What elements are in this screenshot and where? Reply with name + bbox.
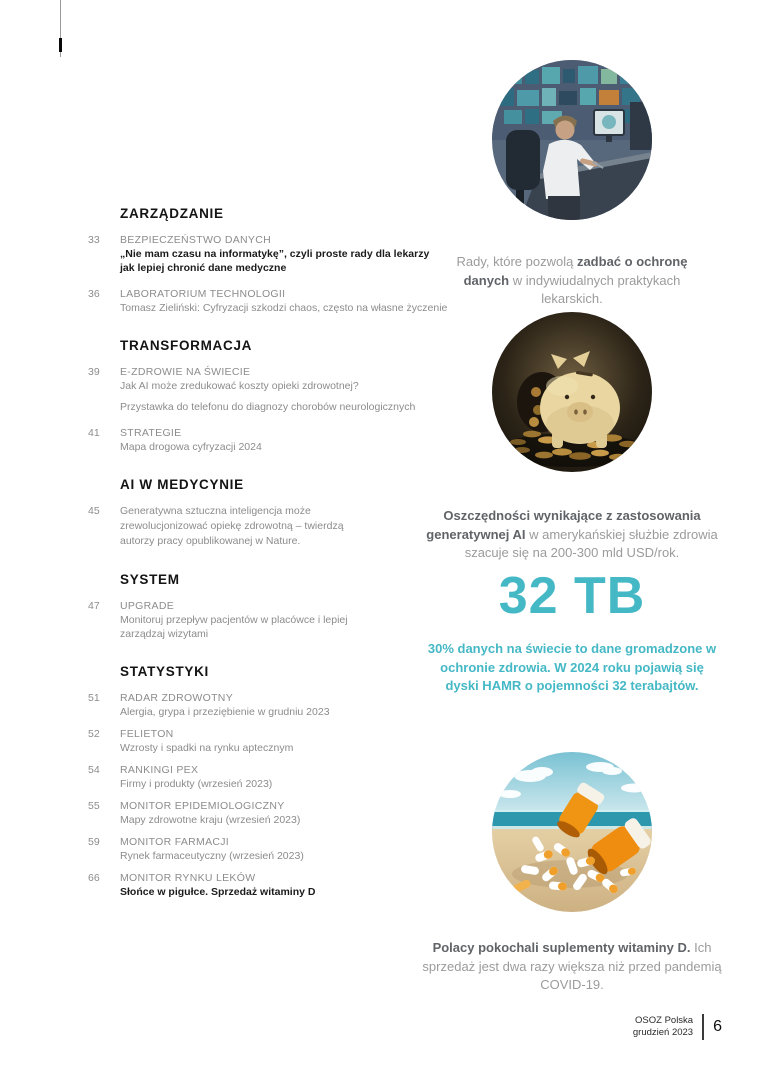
caption-bold: Oszczędności wynikające z zastosowania generatywnej AI: [426, 508, 701, 542]
entry-title: MONITOR FARMACJI: [120, 836, 230, 848]
toc-entry-55: [88, 799, 433, 827]
toc-entry-54: [88, 763, 433, 791]
snout: [567, 402, 593, 422]
entry-title: E-ZDROWIE NA ŚWIECIE: [120, 366, 251, 378]
toc-entry-47: [88, 599, 433, 641]
pills-beach-illustration: [492, 752, 652, 912]
caption-ai-savings: [422, 507, 722, 563]
footer-separator: [702, 1014, 704, 1040]
table-of-contents: [88, 200, 448, 907]
stat-32tb-description: 30% danych na świecie to dane gromadzone w ochronie zdrowia. W 2024 roku pojawią się dyski HAMR o pojemności 32 terabajtów.: [427, 641, 717, 693]
caption-data-protection: [432, 253, 712, 309]
entry-page-number: 36: [88, 288, 100, 300]
entry-subtitle: „Nie mam czasu na informatykę”, czyli proste rady dla lekarzy jak lepiej chronić dane medyczne: [120, 248, 430, 274]
entry-page-number: 52: [88, 728, 100, 740]
entry-subtitle: Jak AI może zredukować koszty opieki zdrowotnej?: [120, 380, 359, 392]
side-monitor: [630, 102, 652, 150]
piggy-bank-illustration: [492, 312, 652, 472]
toc-entry-41: [88, 426, 433, 454]
head: [556, 121, 575, 140]
entry-subtitle-2: Przystawka do telefonu do diagnozy chorobów neurologicznych: [120, 401, 416, 413]
section-heading-transformacja: TRANSFORMACJA: [120, 338, 253, 353]
toc-entry-52: [88, 727, 433, 755]
section-heading-statystyki: STATYSTYKI: [120, 664, 210, 679]
toc-entry-33: [88, 233, 433, 275]
doctor-at-desk-photo: [492, 60, 652, 220]
toc-entry-45: [88, 504, 433, 549]
toc-entry-39: [88, 365, 433, 414]
entry-subtitle: Generatywna sztuczna inteligencja może zrewolucjonizować opiekę zdrowotną – twierdzą autorzy pracy opublikowanej w Nature.: [120, 505, 344, 547]
entry-page-number: 39: [88, 366, 100, 378]
caption-bold: zadbać o ochronę danych: [463, 254, 688, 288]
entry-title: LABORATORIUM TECHNOLOGII: [120, 288, 286, 300]
section-heading-ai-w-medycynie: AI W MEDYCYNIE: [120, 477, 244, 492]
entry-subtitle: Rynek farmaceutyczny (wrzesień 2023): [120, 850, 304, 862]
crop-mark: [60, 0, 61, 57]
caption-text: Rady, które pozwolą: [456, 254, 577, 269]
stat-32tb-value: 32 TB: [498, 567, 646, 625]
entry-title: UPGRADE: [120, 600, 175, 612]
entry-page-number: 55: [88, 800, 100, 812]
entry-title: RADAR ZDROWOTNY: [120, 692, 233, 704]
entry-page-number: 51: [88, 692, 100, 704]
chair: [506, 130, 540, 190]
caption-text: w indywiudalnych praktykach lekarskich.: [509, 272, 681, 306]
entry-title: RANKINGI PEX: [120, 764, 199, 776]
entry-title: STRATEGIE: [120, 427, 182, 439]
entry-page-number: 66: [88, 872, 100, 884]
footer-magazine-name: OSOZ Polska: [635, 1014, 694, 1026]
entry-page-number: 45: [88, 505, 100, 517]
section-heading-system: SYSTEM: [120, 572, 180, 587]
entry-subtitle: Monitoruj przepływ pacjentów w placówce i lepiej zarządzaj wizytami: [120, 614, 348, 640]
caption-vitamin-d: [422, 939, 722, 995]
entry-subtitle: Tomasz Zieliński: Cyfryzacji szkodzi chaos, często na własne życzenie: [120, 302, 448, 314]
page-footer: [633, 1014, 722, 1040]
toc-entry-36: [88, 287, 448, 315]
entry-page-number: 41: [88, 427, 100, 439]
entry-subtitle: Wzrosty i spadki na rynku aptecznym: [120, 742, 294, 754]
caption-text: Ich sprzedaż jest dwa razy większa niż przed pandemią COVID-19.: [422, 940, 722, 992]
entry-subtitle: Firmy i produkty (wrzesień 2023): [120, 778, 273, 790]
toc-entry-66: [88, 871, 433, 899]
right-column: [412, 0, 732, 1066]
caption-text: w amerykańskiej służbie zdrowia szacuje się na 200-300 mld USD/rok.: [464, 526, 718, 560]
entry-title: MONITOR RYNKU LEKÓW: [120, 872, 256, 884]
footer-page-number: 6: [713, 1018, 722, 1035]
entry-page-number: 47: [88, 600, 100, 612]
entry-subtitle: Słońce w pigułce. Sprzedaż witaminy D: [120, 886, 316, 898]
vitamin-pills-beach-photo: [492, 752, 652, 912]
entry-page-number: 33: [88, 234, 100, 246]
section-heading-zarzadzanie: ZARZĄDZANIE: [120, 206, 224, 221]
piggy-bank-photo: [492, 312, 652, 472]
footer-issue-date: grudzień 2023: [632, 1027, 694, 1038]
entry-subtitle: Mapy zdrowotne kraju (wrzesień 2023): [120, 814, 301, 826]
doctor-illustration: [492, 60, 652, 220]
entry-page-number: 59: [88, 836, 100, 848]
entry-title: BEZPIECZEŃSTWO DANYCH: [120, 234, 271, 246]
entry-title: FELIETON: [120, 728, 174, 740]
toc-entry-51: [88, 691, 433, 719]
footer-issue-info: [633, 1015, 693, 1040]
entry-subtitle: Alergia, grypa i przeziębienie w grudniu 2023: [120, 706, 330, 718]
entry-subtitle: Mapa drogowa cyfryzacji 2024: [120, 441, 262, 453]
crop-mark-thick: [59, 38, 62, 52]
entry-page-number: 54: [88, 764, 100, 776]
toc-entry-59: [88, 835, 433, 863]
entry-title: MONITOR EPIDEMIOLOGICZNY: [120, 800, 285, 812]
caption-bold: Polacy pokochali suplementy witaminy D.: [432, 940, 691, 955]
